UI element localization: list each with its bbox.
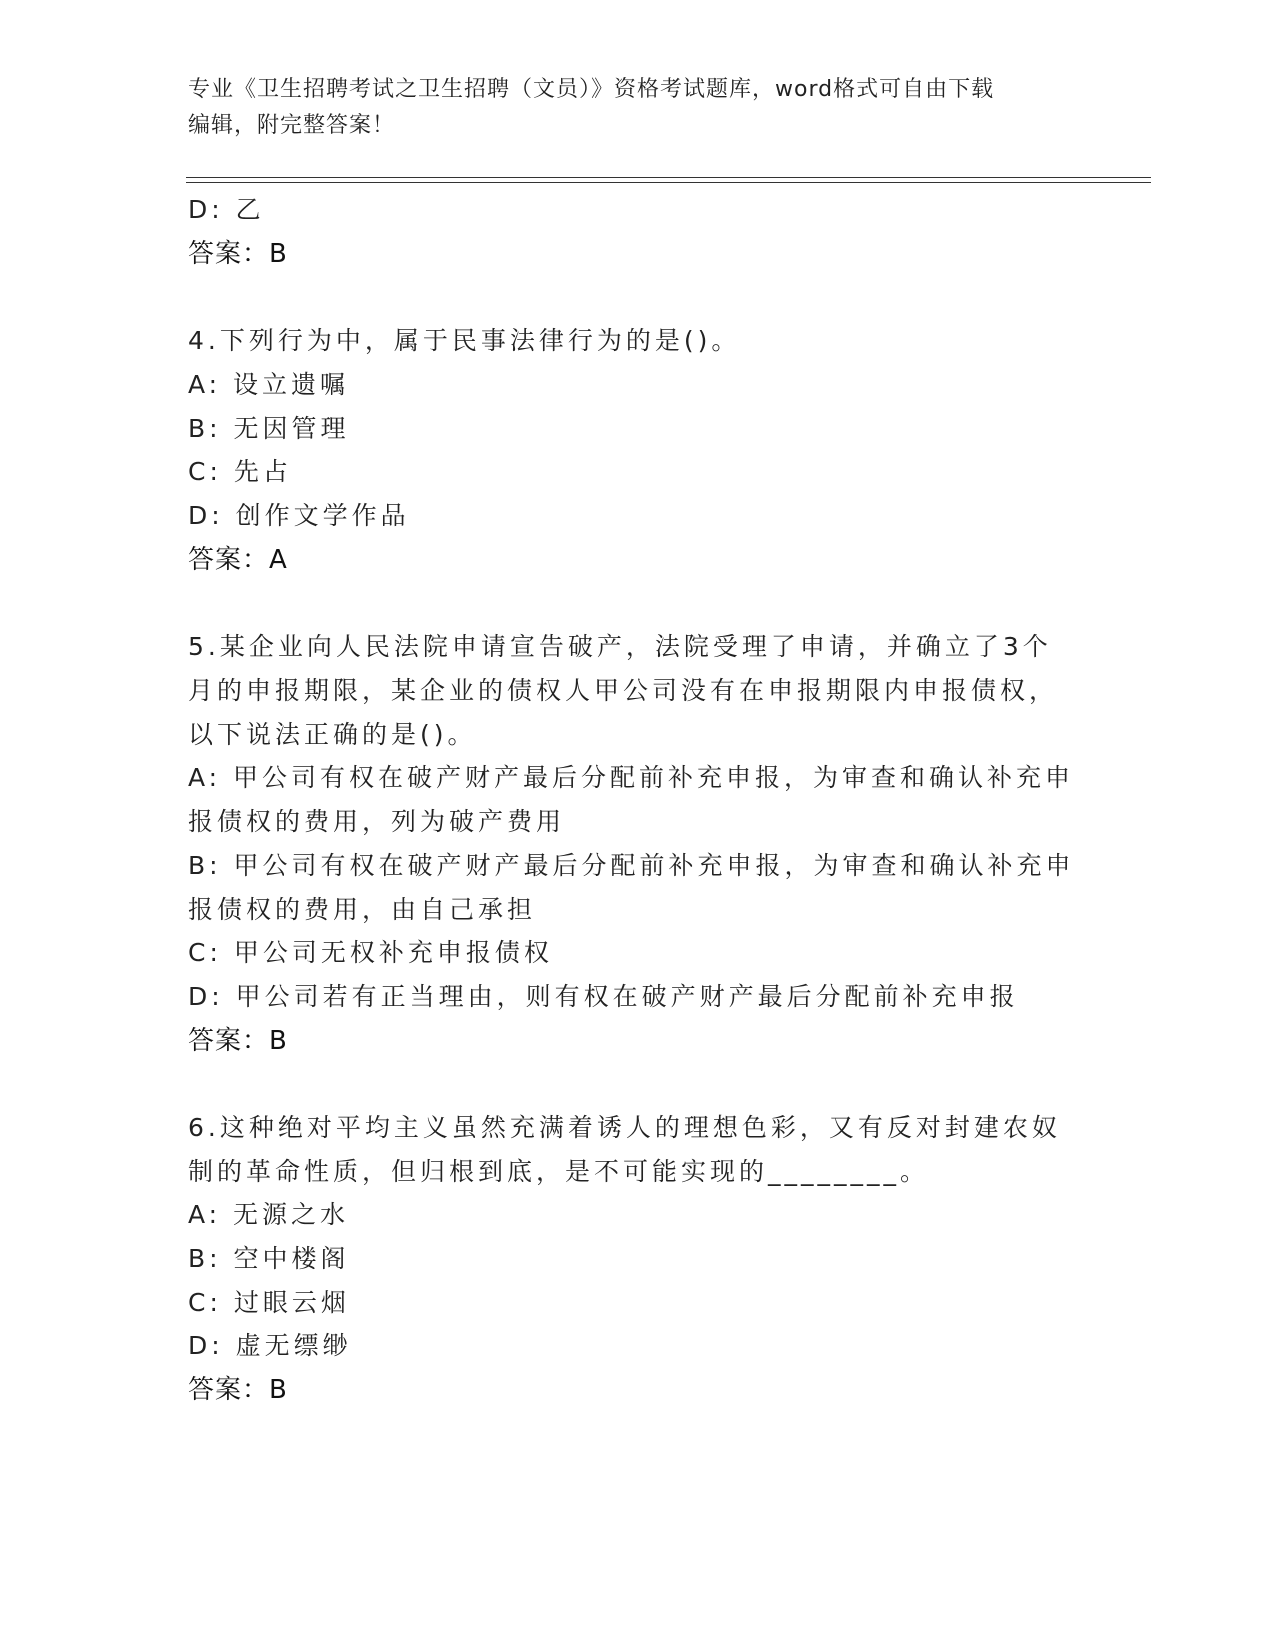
header-rule-bottom (186, 182, 1151, 183)
q5-option-b-line-1: B: 甲公司有权在破产财产最后分配前补充申报，为审查和确认补充申 (188, 851, 1075, 880)
q6-answer: 答案：B (188, 1375, 288, 1405)
q3-answer: 答案：B (188, 239, 288, 269)
q3-option-d: D: 乙 (188, 195, 265, 224)
q4-option-b: B: 无因管理 (188, 414, 350, 443)
q4-option-d: D: 创作文学作品 (188, 501, 410, 530)
page-header (188, 72, 1088, 144)
q5-option-a-line-1: A: 甲公司有权在破产财产最后分配前补充申报，为审查和确认补充申 (188, 763, 1075, 792)
q5-option-b-line-2: 报债权的费用，由自己承担 (188, 895, 537, 924)
q4-option-a: A: 设立遗嘱 (188, 370, 350, 399)
q4-option-c: C: 先占 (188, 457, 292, 486)
q5-stem-line-3: 以下说法正确的是()。 (188, 720, 477, 749)
q6-option-a: A: 无源之水 (188, 1200, 350, 1229)
q5-answer: 答案：B (188, 1026, 288, 1056)
q5-option-a-line-2: 报债权的费用，列为破产费用 (188, 807, 566, 836)
q5-option-d: D: 甲公司若有正当理由，则有权在破产财产最后分配前补充申报 (188, 982, 1019, 1011)
q4-answer: 答案：A (188, 545, 288, 575)
header-line-2: 编辑，附完整答案！ (188, 113, 396, 138)
q5-option-c: C: 甲公司无权补充申报债权 (188, 938, 553, 967)
q4-stem: 4.下列行为中，属于民事法律行为的是()。 (188, 326, 741, 355)
q6-stem-line-1: 6.这种绝对平均主义虽然充满着诱人的理想色彩，又有反对封建农奴 (188, 1113, 1061, 1142)
q6-option-d: D: 虚无缥缈 (188, 1331, 352, 1360)
header-line-1: 专业《卫生招聘考试之卫生招聘（文员）》资格考试题库，word格式可自由下载 (188, 77, 995, 102)
q6-stem-line-2: 制的革命性质，但归根到底，是不可能实现的________。 (188, 1157, 930, 1186)
q5-stem-line-1: 5.某企业向人民法院申请宣告破产，法院受理了申请，并确立了3个 (188, 632, 1052, 661)
q6-option-b: B: 空中楼阁 (188, 1244, 350, 1273)
q5-stem-line-2: 月的申报期限，某企业的债权人甲公司没有在申报期限内申报债权， (188, 676, 1059, 705)
q6-option-c: C: 过眼云烟 (188, 1288, 350, 1317)
header-rule-top (186, 177, 1151, 178)
